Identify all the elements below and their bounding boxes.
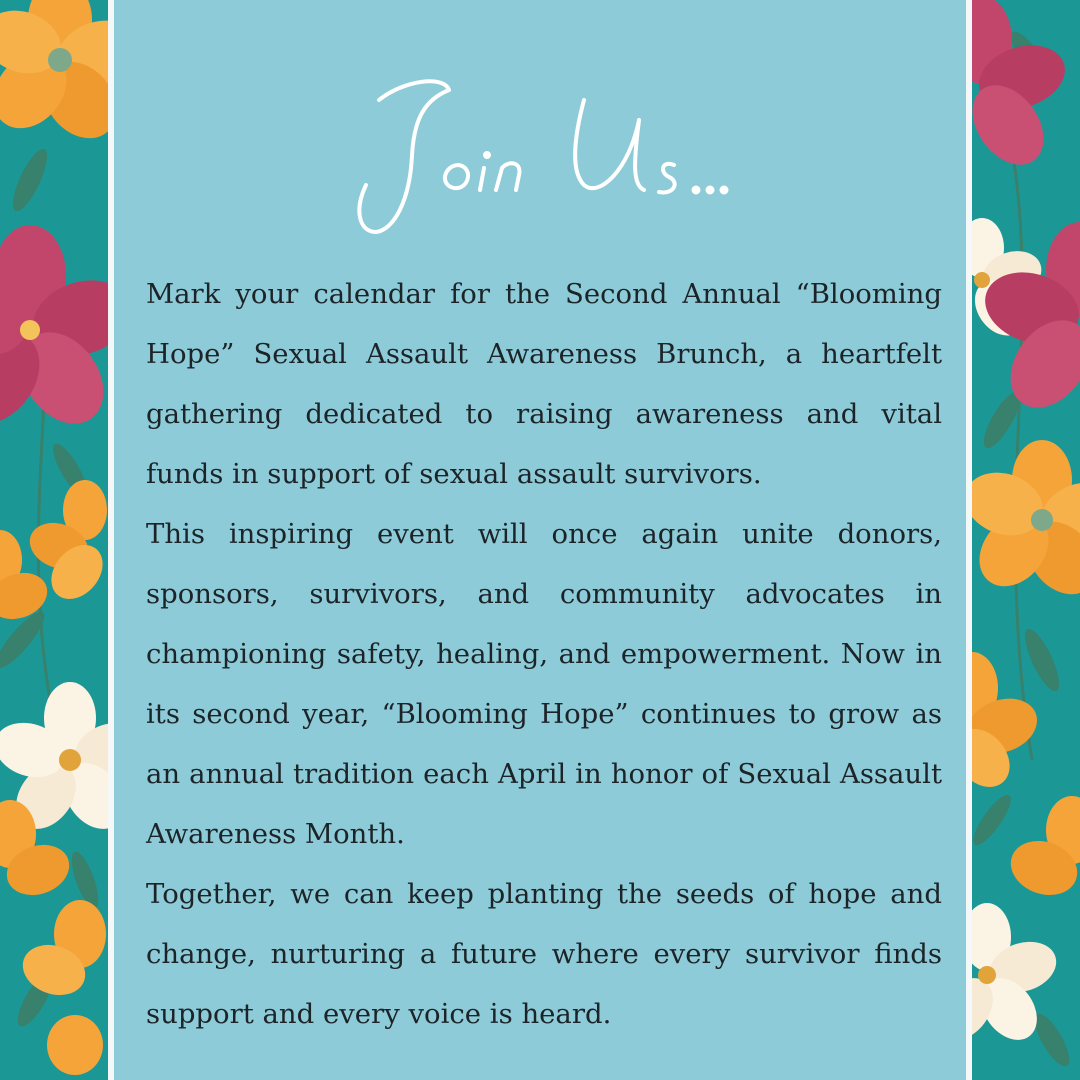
left-floral-border [0,0,108,1080]
paragraph-closing: Together, we can keep planting the seeds of hope and change, nurturing a future where every survivor finds support and every voice is heard. [146,878,942,1030]
orange-flower-icon [47,1015,103,1075]
right-floral-border [972,0,1080,1080]
body-text [146,264,942,1044]
left-floral-pattern [0,0,108,1080]
paragraph-intro: Mark your calendar for the Second Annual “Blooming Hope” Sexual Assault Awareness Brunch, a heartfelt gathering dedicated to raising awareness and vital funds in support of sexual assault survivors. [146,278,942,490]
content-panel [108,0,972,1080]
orange-flower-icon [16,900,106,1003]
right-floral-pattern [972,0,1080,1080]
pink-flower-icon [0,225,108,440]
orange-flower-icon [972,652,1045,798]
orange-flower-icon [972,440,1080,608]
paragraph-event: This inspiring event will once again unite donors, sponsors, survivors, and community advocates in championing safety, healing, and empowerment. Now in its second year, “Blooming Hope” continues to grow as an annual tradition each April in honor of Sexual Assault Awareness Month. [146,518,942,850]
pink-flower-icon [972,0,1073,178]
heading-join-us [114,60,966,250]
orange-flower-icon [1003,796,1080,904]
heading-script-graphic [114,60,966,250]
orange-flower-icon [0,0,108,153]
